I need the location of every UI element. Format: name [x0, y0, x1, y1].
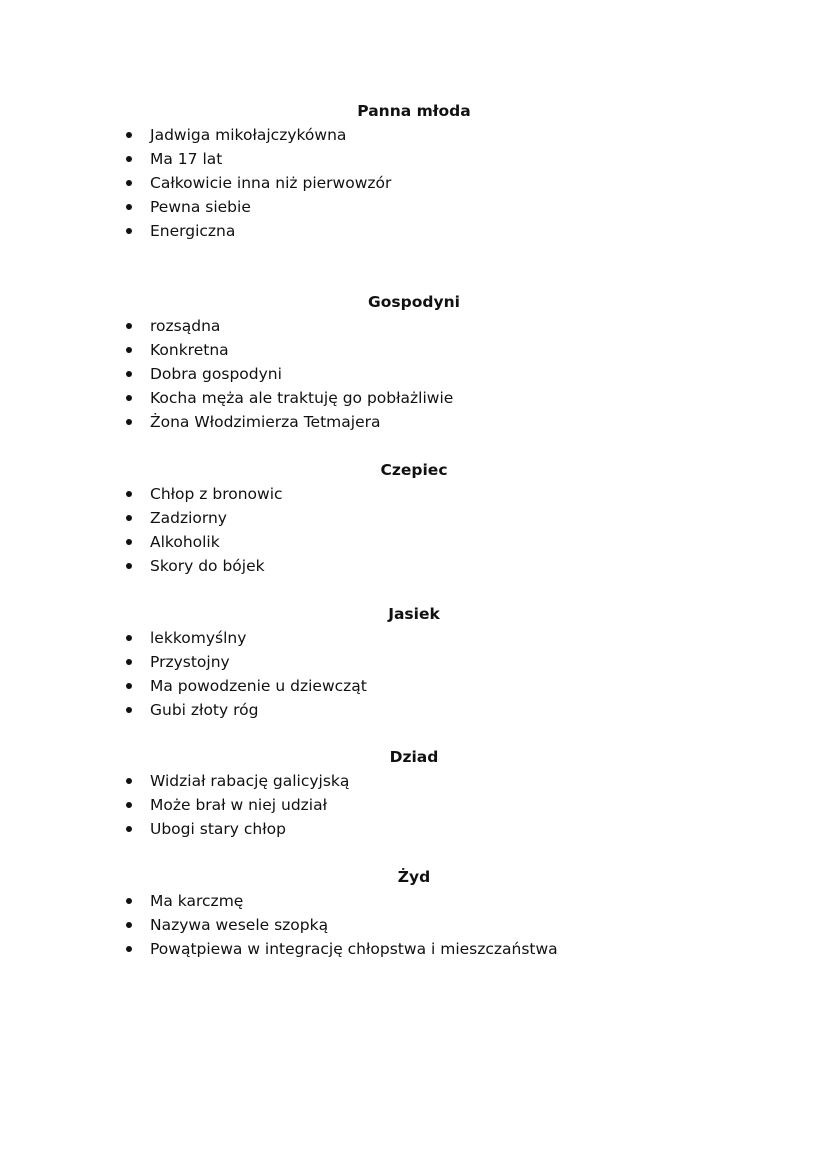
list-item	[0, 506, 828, 530]
list-item-text: Ubogi stary chłop	[150, 820, 286, 838]
list-item	[0, 482, 828, 506]
bullet-icon	[126, 946, 132, 952]
list-item	[0, 913, 828, 937]
list-item-text: Energiczna	[150, 222, 236, 240]
list-item	[0, 793, 828, 817]
bullet-icon	[126, 132, 132, 138]
list-item-text: rozsądna	[150, 317, 221, 335]
list-item	[0, 937, 828, 961]
bullet-icon	[126, 922, 132, 928]
section-heading: Jasiek	[388, 605, 440, 623]
list-item-text: Pewna siebie	[150, 198, 251, 216]
list-item-text: Ma 17 lat	[150, 150, 223, 168]
list-item	[0, 123, 828, 147]
list-item-text: Powątpiewa w integrację chłopstwa i mieszczaństwa	[150, 940, 558, 958]
bullet-icon	[126, 347, 132, 353]
list-item	[0, 362, 828, 386]
bullet-icon	[126, 323, 132, 329]
list-item	[0, 386, 828, 410]
list-item	[0, 314, 828, 338]
list-item-text: Ma powodzenie u dziewcząt	[150, 677, 367, 695]
bullet-list	[0, 769, 828, 841]
bullet-list	[0, 482, 828, 578]
bullet-icon	[126, 204, 132, 210]
list-item	[0, 147, 828, 171]
list-item	[0, 219, 828, 243]
character-section	[0, 865, 828, 961]
bullet-icon	[126, 778, 132, 784]
bullet-icon	[126, 635, 132, 641]
bullet-icon	[126, 419, 132, 425]
bullet-icon	[126, 180, 132, 186]
bullet-icon	[126, 683, 132, 689]
bullet-icon	[126, 563, 132, 569]
bullet-list	[0, 889, 828, 961]
list-item-text: Gubi złoty róg	[150, 701, 259, 719]
list-item	[0, 650, 828, 674]
list-item-text: Zadziorny	[150, 509, 227, 527]
bullet-list	[0, 123, 828, 243]
bullet-icon	[126, 395, 132, 401]
list-item	[0, 195, 828, 219]
bullet-list	[0, 314, 828, 434]
list-item-text: Może brał w niej udział	[150, 796, 328, 814]
list-item-text: Nazywa wesele szopką	[150, 916, 329, 934]
list-item	[0, 889, 828, 913]
character-section	[0, 458, 828, 578]
list-item	[0, 626, 828, 650]
bullet-icon	[126, 491, 132, 497]
character-section	[0, 602, 828, 722]
section-heading: Dziad	[389, 748, 439, 766]
list-item-text: Ma karczmę	[150, 892, 244, 910]
bullet-icon	[126, 898, 132, 904]
list-item-text: Żona Włodzimierza Tetmajera	[150, 413, 381, 431]
list-item-text: lekkomyślny	[150, 629, 247, 647]
list-item	[0, 171, 828, 195]
list-item-text: Przystojny	[150, 653, 230, 671]
bullet-icon	[126, 539, 132, 545]
bullet-icon	[126, 659, 132, 665]
section-heading: Żyd	[397, 868, 431, 886]
list-item	[0, 817, 828, 841]
character-section	[0, 745, 828, 841]
bullet-icon	[126, 826, 132, 832]
section-heading: Panna młoda	[357, 102, 471, 120]
list-item-text: Chłop z bronowic	[150, 485, 283, 503]
list-item	[0, 338, 828, 362]
bullet-icon	[126, 371, 132, 377]
list-item	[0, 530, 828, 554]
bullet-icon	[126, 515, 132, 521]
list-item-text: Alkoholik	[150, 533, 220, 551]
bullet-icon	[126, 707, 132, 713]
list-item-text: Kocha męża ale traktuję go pobłażliwie	[150, 389, 454, 407]
list-item	[0, 410, 828, 434]
bullet-icon	[126, 802, 132, 808]
list-item-text: Całkowicie inna niż pierwowzór	[150, 174, 392, 192]
bullet-icon	[126, 228, 132, 234]
section-heading: Gospodyni	[368, 293, 460, 311]
bullet-icon	[126, 156, 132, 162]
list-item-text: Jadwiga mikołajczykówna	[150, 126, 347, 144]
list-item-text: Dobra gospodyni	[150, 365, 282, 383]
list-item	[0, 554, 828, 578]
list-item-text: Konkretna	[150, 341, 229, 359]
list-item	[0, 698, 828, 722]
character-section	[0, 290, 828, 434]
bullet-list	[0, 626, 828, 722]
list-item-text: Widział rabację galicyjską	[150, 772, 350, 790]
section-heading: Czepiec	[380, 461, 448, 479]
list-item	[0, 769, 828, 793]
list-item-text: Skory do bójek	[150, 557, 265, 575]
character-section	[0, 99, 828, 243]
list-item	[0, 674, 828, 698]
